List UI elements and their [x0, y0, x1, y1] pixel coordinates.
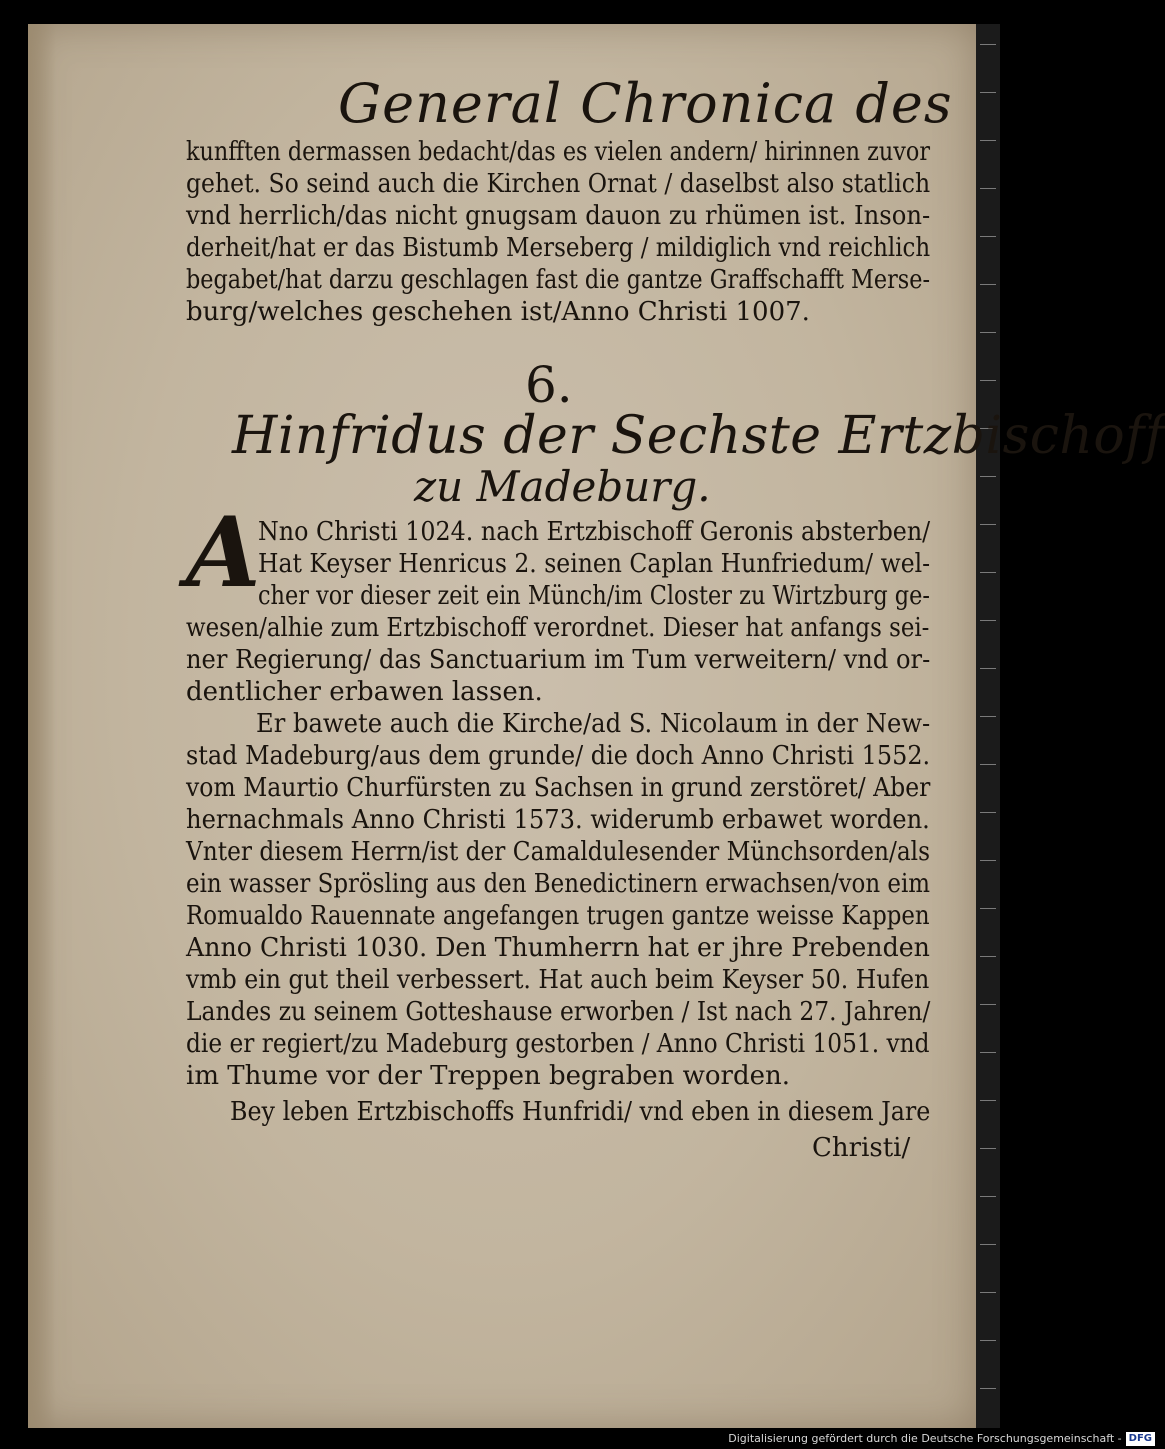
text-line: im Thume vor der Treppen begraben worden.: [186, 1061, 790, 1091]
ruler-tick: [980, 908, 996, 909]
ruler-tick: [980, 1340, 996, 1341]
ruler-tick: [980, 716, 996, 717]
text-line: Romualdo Rauennate angefangen trugen gantze weisse Kappen: [186, 901, 930, 931]
ruler-tick: [980, 1052, 996, 1053]
ruler-tick: [980, 476, 996, 477]
text-line: vom Maurtio Churfürsten zu Sachsen in grund zerstöret/ Aber: [186, 773, 931, 803]
decorated-initial: A: [186, 496, 261, 609]
running-header: General Chronica des: [338, 72, 953, 135]
section-subtitle: zu Madeburg.: [414, 462, 711, 511]
text-line: Landes zu seinem Gotteshause erworben / Ist nach 27. Jahren/: [186, 997, 931, 1027]
ruler-tick: [980, 44, 996, 45]
ruler-tick: [980, 1292, 996, 1293]
text-line: Er bawete auch die Kirche/ad S. Nicolaum in der New-: [256, 709, 931, 739]
ruler-tick: [980, 284, 996, 285]
scan-ruler: [976, 24, 1000, 1428]
page-edge-shadow: [28, 24, 56, 1428]
ruler-tick: [980, 332, 996, 333]
catchword: Christi/: [812, 1133, 911, 1163]
ruler-tick: [980, 92, 996, 93]
ruler-tick: [980, 1148, 996, 1149]
ruler-tick: [980, 620, 996, 621]
text-line: hernachmals Anno Christi 1573. widerumb erbawet worden.: [186, 805, 930, 835]
text-line: Vnter diesem Herrn/ist der Camaldulesender Münchsorden/als: [186, 837, 931, 867]
text-line: Hat Keyser Henricus 2. seinen Caplan Hunfriedum/ wel-: [258, 549, 931, 579]
text-line: cher vor dieser zeit ein Münch/im Closter zu Wirtzburg ge-: [258, 581, 930, 611]
ruler-tick: [980, 1388, 996, 1389]
text-line: ner Regierung/ das Sanctuarium im Tum verweitern/ vnd or-: [186, 645, 931, 675]
ruler-tick: [980, 236, 996, 237]
ruler-tick: [980, 572, 996, 573]
ruler-tick: [980, 1004, 996, 1005]
dfg-logo: DFG: [1126, 1432, 1155, 1446]
text-line: stad Madeburg/aus dem grunde/ die doch Anno Christi 1552.: [186, 741, 931, 771]
section-title: Hinfridus der Sechste Ertzbischoff: [232, 406, 1165, 466]
text-line: burg/welches geschehen ist/Anno Christi 1007.: [186, 297, 810, 327]
ruler-tick: [980, 1244, 996, 1245]
text-line: kunfften dermassen bedacht/das es vielen andern/ hirinnen zuvor: [186, 137, 931, 167]
text-line: begabet/hat darzu geschlagen fast die gantze Graffschafft Merse-: [186, 265, 931, 295]
section-number: 6.: [525, 356, 573, 414]
ruler-tick: [980, 1196, 996, 1197]
ruler-tick: [980, 860, 996, 861]
text-line: wesen/alhie zum Ertzbischoff verordnet. Dieser hat anfangs sei-: [186, 613, 930, 643]
text-line: derheit/hat er das Bistumb Merseberg / mildiglich vnd reichlich: [186, 233, 931, 263]
ruler-tick: [980, 764, 996, 765]
text-line: ein wasser Sprösling aus den Benedictinern erwachsen/von eim: [186, 869, 931, 899]
text-line: dentlicher erbawen lassen.: [186, 677, 543, 707]
text-line: vnd herrlich/das nicht gnugsam dauon zu rhümen ist. Inson-: [186, 201, 931, 231]
ruler-tick: [980, 380, 996, 381]
text-line: die er regiert/zu Madeburg gestorben / Anno Christi 1051. vnd: [186, 1029, 930, 1059]
ruler-tick: [980, 1100, 996, 1101]
text-line: gehet. So seind auch die Kirchen Ornat / daselbst also statlich: [186, 169, 931, 199]
text-line: Anno Christi 1030. Den Thumherrn hat er jhre Prebenden: [186, 933, 930, 963]
ruler-tick: [980, 188, 996, 189]
ruler-tick: [980, 524, 996, 525]
ruler-tick: [980, 668, 996, 669]
ruler-tick: [980, 812, 996, 813]
text-line: Nno Christi 1024. nach Ertzbischoff Geronis absterben/: [258, 517, 931, 547]
text-line: Bey leben Ertzbischoffs Hunfridi/ vnd eben in diesem Jare: [230, 1097, 931, 1127]
ruler-tick: [980, 140, 996, 141]
digitization-credit: [728, 1429, 1155, 1449]
text-line: vmb ein gut theil verbessert. Hat auch beim Keyser 50. Hufen: [186, 965, 930, 995]
credit-text: Digitalisierung gefördert durch die Deutsche Forschungsgemeinschaft -: [728, 1432, 1122, 1445]
ruler-tick: [980, 956, 996, 957]
